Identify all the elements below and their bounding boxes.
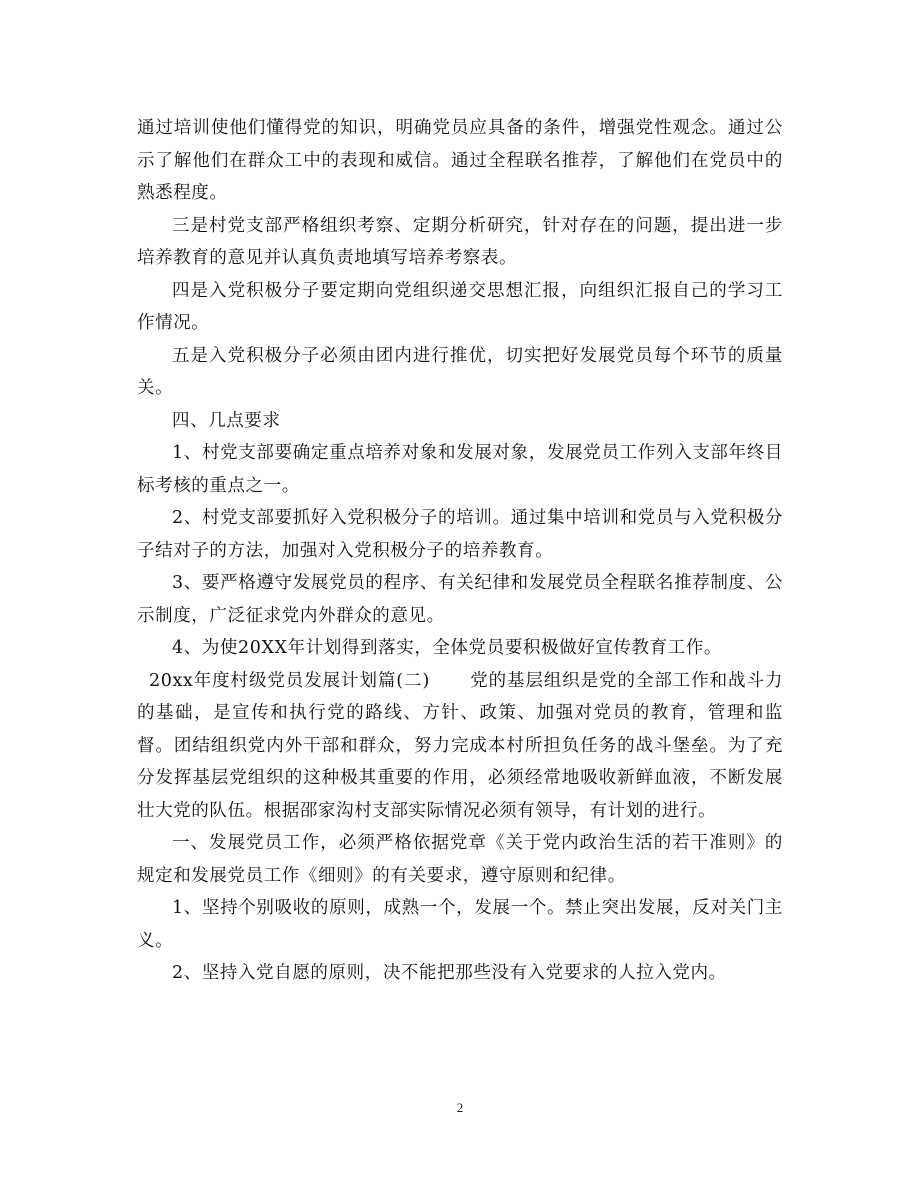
page-number: 2 <box>456 1100 464 1115</box>
paragraph: 五是入党积极分子必须由团内进行推优，切实把好发展党员每个环节的质量关。 <box>137 345 783 398</box>
paragraph: 4、为使20XX年计划得到落实，全体党员要积极做好宣传教育工作。 <box>172 638 723 658</box>
section-title-paragraph <box>137 665 783 828</box>
paragraph: 2、村党支部要抓好入党积极分子的培训。通过集中培训和党员与入党积极分子结对子的方法，加强对入党积极分子的培养教育。 <box>137 508 783 561</box>
document-body <box>137 112 783 990</box>
paragraph: 3、要严格遵守发展党员的程序、有关纪律和发展党员全程联名推荐制度、公示制度，广泛征求党内外群众的意见。 <box>137 573 783 626</box>
paragraph: 一、发展党员工作，必须严格依据党章《关于党内政治生活的若干准则》的规定和发展党员工作《细则》的有关要求，遵守原则和纪律。 <box>137 833 783 886</box>
paragraph: 1、村党支部要确定重点培养对象和发展对象，发展党员工作列入支部年终目标考核的重点之一。 <box>137 443 783 496</box>
paragraph: 四是入党积极分子要定期向党组织递交思想汇报，向组织汇报自己的学习工作情况。 <box>137 280 783 333</box>
section-intro: 党的基层组织是党的全部工作和战斗力的基础，是宣传和执行党的路线、方针、政策、加强对党员的教育，管理和监督。团结组织党内外干部和群众，努力完成本村所担负任务的战斗堡垒。为了充分发挥基层党组织的这种极其重要的作用，必须经常地吸收新鲜血液，不断发展壮大党的队伍。根据邵家沟村支部实际情况必须有领导，有计划的进行。 <box>137 670 783 821</box>
paragraph: 1、坚持个别吸收的原则，成熟一个，发展一个。禁止突出发展，反对关门主义。 <box>137 898 783 951</box>
section-title: 20xx年度村级党员发展计划篇(二) <box>149 670 430 691</box>
section-heading: 四、几点要求 <box>172 410 281 431</box>
paragraph: 三是村党支部严格组织考察、定期分析研究，针对存在的问题，提出进一步培养教育的意见并认真负责地填写培养考察表。 <box>137 215 783 268</box>
paragraph: 2、坚持入党自愿的原则，决不能把那些没有入党要求的人拉入党内。 <box>172 963 727 983</box>
paragraph: 通过培训使他们懂得党的知识，明确党员应具备的条件，增强党性观念。通过公示了解他们在群众工中的表现和威信。通过全程联名推荐，了解他们在党员中的熟悉程度。 <box>137 118 783 203</box>
